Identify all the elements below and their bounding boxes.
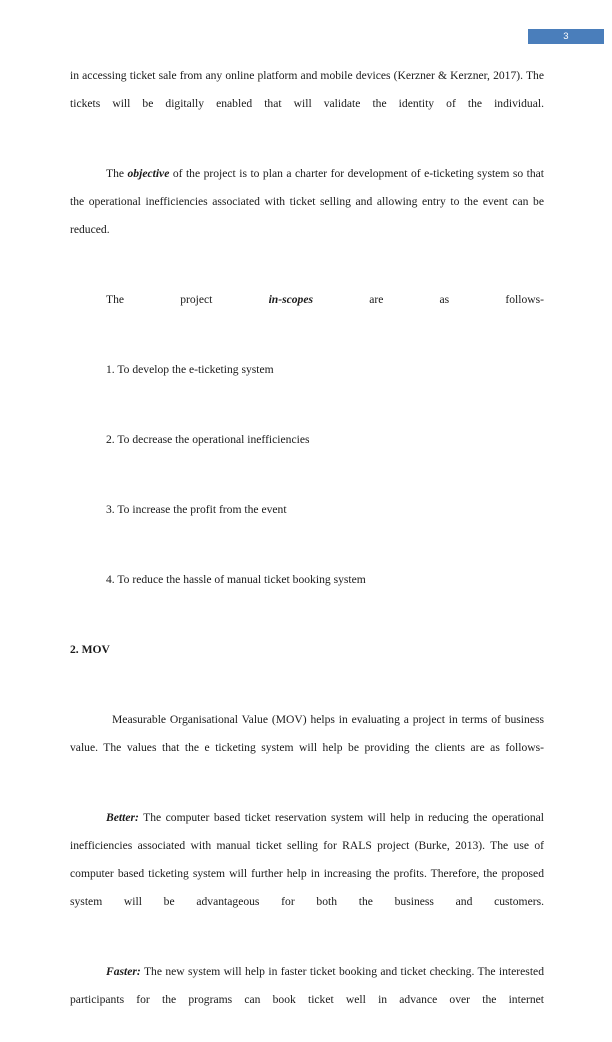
paragraph-better-text: The computer based ticket reservation system will help in reducing the operational inefficiencies associated with manual ticket selling for RALS project (Burke, 2013). The use of computer based ticketing system will further help in increasing the profits. Therefore, the proposed system will be advantageous for both the business and customers. <box>70 811 544 908</box>
paragraph-better <box>70 804 544 944</box>
list-item: 4. To reduce the hassle of manual ticket booking system <box>106 573 366 586</box>
heading-mov: 2. MOV <box>70 643 110 656</box>
paragraph-faster <box>70 958 544 1042</box>
paragraph-objective-emphasis: objective <box>127 167 170 180</box>
paragraph-faster-label: Faster: <box>106 965 141 978</box>
paragraph-spacer <box>70 272 544 286</box>
list-spacer <box>70 342 544 356</box>
paragraph-spacer <box>70 790 544 804</box>
paragraph-objective-suffix: of the project is to plan a charter for development of e-ticketing system so that the operational inefficiencies associated with ticket selling and allowing entry to the event can be reduced. <box>70 167 544 236</box>
paragraph-inscopes <box>70 286 544 342</box>
paragraph-intro-text: in accessing ticket sale from any online platform and mobile devices (Kerzner & Kerzner, 2017). The tickets will be digitally enabled that will validate the identity of the individual. <box>70 69 544 110</box>
paragraph-intro <box>70 62 544 146</box>
paragraph-objective <box>70 160 544 272</box>
page-number-badge: 3 <box>528 29 604 44</box>
list-item: 1. To develop the e-ticketing system <box>106 363 274 376</box>
paragraph-mov: Measurable Organisational Value (MOV) helps in evaluating a project in terms of business value. The values that the e ticketing system will help be providing the clients are as follows- <box>70 713 544 754</box>
paragraph-inscopes-prefix: The project <box>106 293 269 306</box>
document-body <box>70 62 544 1042</box>
heading-spacer <box>70 622 544 636</box>
paragraph-faster-text: The new system will help in faster ticket booking and ticket checking. The interested participants for the programs can book ticket well in advance over the internet <box>70 965 544 1006</box>
list-item: 3. To increase the profit from the event <box>106 503 287 516</box>
paragraph-inscopes-suffix: are as follows- <box>313 293 544 306</box>
list-spacer <box>70 412 544 426</box>
paragraph-spacer <box>70 692 544 706</box>
list-spacer <box>70 482 544 496</box>
paragraph-spacer <box>70 146 544 160</box>
list-item: 2. To decrease the operational inefficiencies <box>106 433 310 446</box>
list-spacer <box>70 552 544 566</box>
paragraph-spacer <box>70 944 544 958</box>
paragraph-inscopes-emphasis: in-scopes <box>268 293 314 306</box>
paragraph-better-label: Better: <box>106 811 139 824</box>
paragraph-objective-prefix: The <box>106 167 128 180</box>
